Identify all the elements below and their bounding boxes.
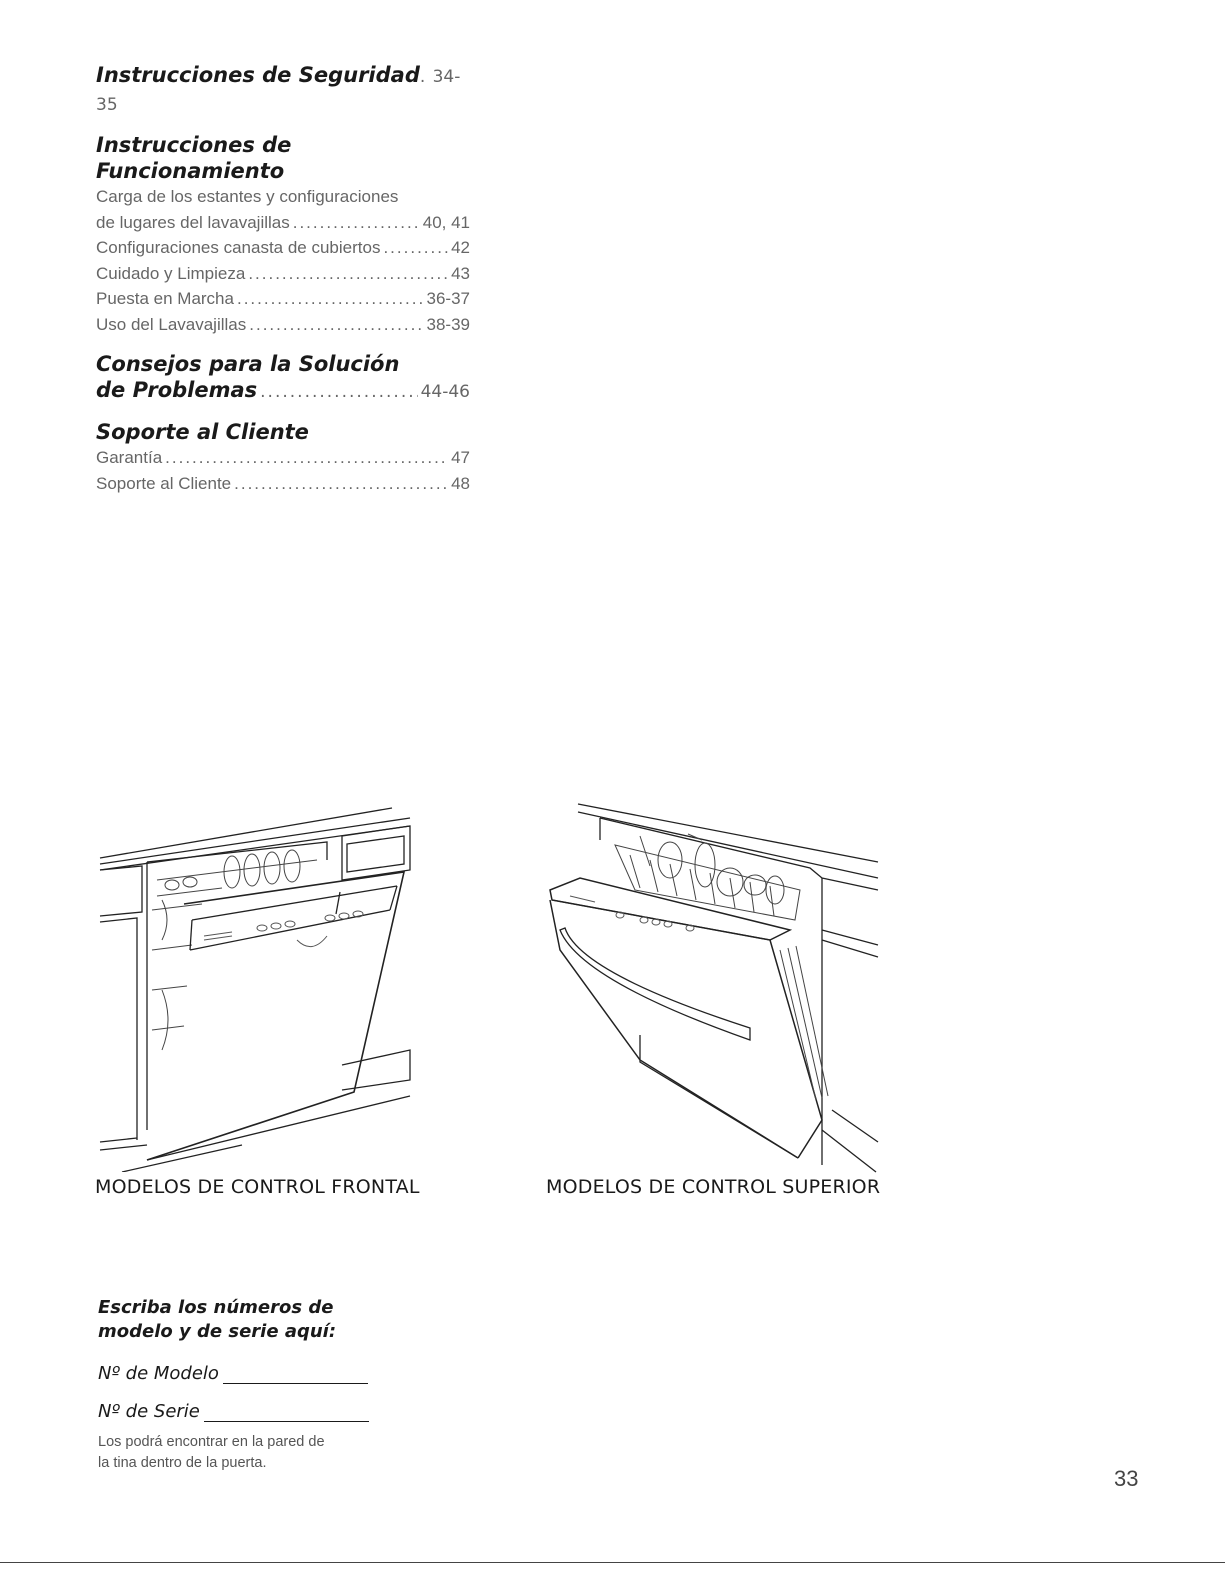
toc-item-label: Cuidado y Limpieza: [96, 263, 246, 283]
toc-item-label: Puesta en Marcha: [96, 289, 234, 308]
toc-page-ref: 47: [451, 448, 470, 467]
toc-section-safety: [96, 62, 470, 118]
serial-location-note: [98, 1432, 418, 1474]
toc-item: [96, 235, 470, 261]
model-number-blank[interactable]: [223, 1363, 368, 1384]
toc-item: [96, 261, 470, 287]
toc-item: [96, 445, 470, 471]
toc-item: [96, 210, 470, 236]
toc-leader: [383, 235, 448, 261]
toc-page-ref: 42: [451, 238, 470, 257]
toc-item-label: Configuraciones canasta de cubiertos: [96, 238, 381, 257]
toc-page-ref: 34-35: [96, 67, 461, 115]
toc-page-ref: 38-39: [426, 314, 470, 334]
toc-section-operating: [96, 132, 470, 337]
toc-leader: [165, 445, 448, 471]
toc-page-ref: 44-46: [420, 382, 470, 402]
toc-section-support: [96, 419, 470, 496]
model-serial-section: [98, 1296, 418, 1474]
toc-heading-troubleshooting-line2: [96, 377, 470, 405]
bottom-divider: [0, 1562, 1225, 1563]
toc-heading-support: Soporte al Cliente: [96, 420, 309, 444]
toc-page-ref: 36-37: [426, 289, 470, 308]
serial-prompt-line: modelo y de serie aquí:: [98, 1321, 337, 1342]
top-control-dishwasher-illustration: [540, 800, 882, 1178]
serial-number-field[interactable]: [98, 1394, 418, 1422]
toc-page-ref: 43: [451, 263, 470, 283]
toc-separator: .: [419, 67, 426, 87]
front-control-caption: MODELOS DE CONTROL FRONTAL: [95, 1176, 420, 1198]
toc-page-ref: 48: [451, 473, 470, 493]
model-number-field[interactable]: [98, 1356, 418, 1384]
toc-item-label: de lugares del lavavajillas: [96, 212, 290, 232]
toc-item-text: Carga de los estantes y configuraciones: [96, 187, 399, 206]
serial-note-line: la tina dentro de la puerta.: [98, 1455, 267, 1471]
toc-item: [96, 471, 470, 497]
toc-item-label: Garantía: [96, 448, 163, 467]
toc-heading-text: Instrucciones de Seguridad: [96, 63, 420, 87]
toc-item-label: Soporte al Cliente: [96, 473, 232, 493]
serial-prompt: [98, 1296, 418, 1344]
toc-item: [96, 286, 470, 312]
toc-leader: [237, 286, 424, 312]
serial-number-label: Nº de Serie: [98, 1401, 200, 1422]
table-of-contents: [96, 62, 470, 510]
toc-leader: [248, 261, 448, 287]
front-control-dishwasher-illustration: [92, 800, 414, 1172]
model-number-label: Nº de Modelo: [98, 1363, 219, 1384]
toc-page-ref: 40, 41: [422, 212, 470, 232]
top-control-caption: MODELOS DE CONTROL SUPERIOR: [546, 1176, 881, 1198]
toc-leader: [249, 312, 423, 338]
toc-leader: [234, 471, 448, 497]
serial-note-line: Los podrá encontrar en la pared de: [98, 1434, 325, 1450]
toc-leader: [260, 379, 417, 405]
toc-heading-safety: [96, 62, 470, 118]
toc-leader: [293, 210, 420, 236]
toc-item: [96, 312, 470, 338]
toc-item-label: Uso del Lavavajillas: [96, 314, 247, 334]
toc-heading-operating: Instrucciones de Funcionamiento: [96, 133, 292, 183]
serial-number-blank[interactable]: [204, 1401, 369, 1422]
toc-heading-troubleshooting: Consejos para la Solución: [96, 352, 400, 376]
toc-heading-text: de Problemas: [96, 378, 258, 402]
toc-section-troubleshooting: [96, 351, 470, 405]
serial-prompt-line: Escriba los números de: [98, 1297, 334, 1318]
page-number: 33: [1114, 1466, 1139, 1491]
